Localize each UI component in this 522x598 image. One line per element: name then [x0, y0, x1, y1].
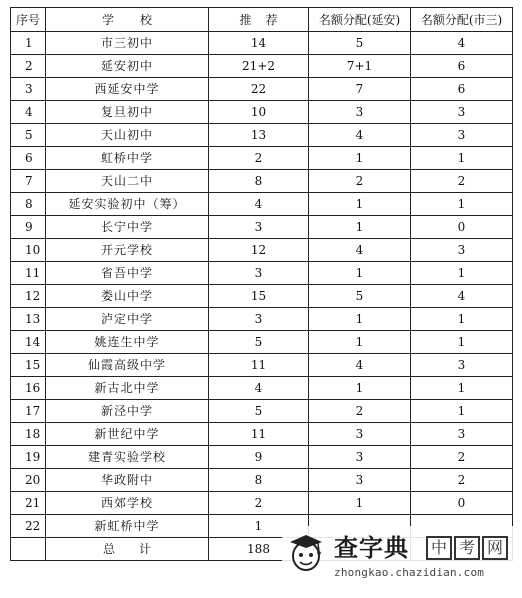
- row-recommend-cell: 4: [209, 377, 309, 400]
- row-quota-yanan-cell: 1: [309, 308, 411, 331]
- row-index-cell: 7: [11, 170, 46, 193]
- table-row: [11, 239, 513, 262]
- row-school-cell: 新世纪中学: [46, 423, 209, 446]
- row-quota-yanan-cell: 5: [309, 285, 411, 308]
- table-row: [11, 55, 513, 78]
- row-recommend-cell: 3: [209, 216, 309, 239]
- row-index-cell: 12: [11, 285, 46, 308]
- row-index-cell: 10: [11, 239, 46, 262]
- row-index-cell: 18: [11, 423, 46, 446]
- table-row: [11, 170, 513, 193]
- table-row: [11, 308, 513, 331]
- row-quota-shisan-cell: 0: [411, 216, 513, 239]
- row-index-cell: 11: [11, 262, 46, 285]
- table-row: [11, 377, 513, 400]
- row-quota-yanan-cell: 3: [309, 101, 411, 124]
- row-quota-yanan-cell: 4: [309, 124, 411, 147]
- row-quota-yanan-cell: 1: [309, 193, 411, 216]
- row-index-cell: 4: [11, 101, 46, 124]
- table-row: [11, 446, 513, 469]
- row-quota-yanan-cell: 1: [309, 147, 411, 170]
- row-quota-shisan-cell: 4: [411, 32, 513, 55]
- row-recommend-cell: 22: [209, 78, 309, 101]
- total-label: 总计: [46, 538, 209, 561]
- total-recommend: 188: [209, 538, 309, 561]
- row-quota-shisan-cell: 4: [411, 285, 513, 308]
- row-quota-yanan-cell: 7+1: [309, 55, 411, 78]
- row-index-cell: 3: [11, 78, 46, 101]
- table-row: [11, 469, 513, 492]
- table-row: [11, 78, 513, 101]
- header-school: 学校: [46, 8, 209, 32]
- row-index-cell: 21: [11, 492, 46, 515]
- watermark-brand: 查字典: [334, 534, 409, 562]
- row-quota-shisan-cell: 2: [411, 469, 513, 492]
- row-quota-yanan-cell: 1: [309, 331, 411, 354]
- row-quota-shisan-cell: 1: [411, 308, 513, 331]
- row-quota-shisan-cell: 3: [411, 124, 513, 147]
- row-quota-yanan-cell: 4: [309, 354, 411, 377]
- row-quota-shisan-cell: 2: [411, 446, 513, 469]
- row-quota-shisan-cell: 3: [411, 354, 513, 377]
- row-index-cell: 22: [11, 515, 46, 538]
- row-school-cell: 市三初中: [46, 32, 209, 55]
- row-school-cell: 开元学校: [46, 239, 209, 262]
- row-school-cell: 虹桥中学: [46, 147, 209, 170]
- row-quota-shisan-cell: 1: [411, 262, 513, 285]
- row-recommend-cell: 8: [209, 170, 309, 193]
- row-school-cell: 长宁中学: [46, 216, 209, 239]
- row-school-cell: 新泾中学: [46, 400, 209, 423]
- row-index-cell: 20: [11, 469, 46, 492]
- row-school-cell: 建青实验学校: [46, 446, 209, 469]
- table-row: [11, 216, 513, 239]
- row-index-cell: 15: [11, 354, 46, 377]
- row-recommend-cell: 8: [209, 469, 309, 492]
- row-quota-shisan-cell: 6: [411, 78, 513, 101]
- row-recommend-cell: 3: [209, 262, 309, 285]
- row-recommend-cell: 10: [209, 101, 309, 124]
- table-body: [11, 32, 513, 538]
- row-school-cell: 西延安中学: [46, 78, 209, 101]
- row-recommend-cell: 11: [209, 423, 309, 446]
- table-row: [11, 423, 513, 446]
- table-row: [11, 285, 513, 308]
- quota-table-container: [10, 7, 512, 561]
- row-school-cell: 复旦初中: [46, 101, 209, 124]
- row-index-cell: 14: [11, 331, 46, 354]
- row-index-cell: 2: [11, 55, 46, 78]
- row-index-cell: 16: [11, 377, 46, 400]
- row-quota-yanan-cell: 1: [309, 377, 411, 400]
- row-school-cell: 娄山中学: [46, 285, 209, 308]
- row-recommend-cell: 11: [209, 354, 309, 377]
- total-index-cell: [11, 538, 46, 561]
- row-index-cell: 6: [11, 147, 46, 170]
- row-school-cell: 姚连生中学: [46, 331, 209, 354]
- row-quota-yanan-cell: 5: [309, 32, 411, 55]
- row-quota-yanan-cell: 4: [309, 239, 411, 262]
- row-school-cell: 新古北中学: [46, 377, 209, 400]
- row-quota-shisan-cell: 1: [411, 377, 513, 400]
- row-quota-shisan-cell: 2: [411, 170, 513, 193]
- row-quota-yanan-cell: 1: [309, 262, 411, 285]
- row-school-cell: 延安初中: [46, 55, 209, 78]
- watermark-domain: zhongkao.chazidian.com: [334, 566, 485, 579]
- row-school-cell: 泸定中学: [46, 308, 209, 331]
- row-school-cell: 天山初中: [46, 124, 209, 147]
- row-quota-yanan-cell: 1: [309, 216, 411, 239]
- row-quota-yanan-cell: 2: [309, 400, 411, 423]
- table-row: [11, 124, 513, 147]
- header-recommend: 推荐: [209, 8, 309, 32]
- row-recommend-cell: 4: [209, 193, 309, 216]
- row-quota-yanan-cell: 2: [309, 170, 411, 193]
- row-quota-yanan-cell: 7: [309, 78, 411, 101]
- table-row: [11, 101, 513, 124]
- table-row: [11, 492, 513, 515]
- row-quota-yanan-cell: 1: [309, 492, 411, 515]
- table-row: [11, 331, 513, 354]
- row-school-cell: 延安实验初中（筹）: [46, 193, 209, 216]
- header-quota-shisan: 名额分配(市三): [411, 8, 513, 32]
- table-row: [11, 354, 513, 377]
- row-recommend-cell: 5: [209, 400, 309, 423]
- row-school-cell: 省吾中学: [46, 262, 209, 285]
- header-quota-yanan: 名额分配(延安): [309, 8, 411, 32]
- row-index-cell: 5: [11, 124, 46, 147]
- row-index-cell: 17: [11, 400, 46, 423]
- row-quota-yanan-cell: 3: [309, 446, 411, 469]
- row-recommend-cell: 9: [209, 446, 309, 469]
- row-school-cell: 华政附中: [46, 469, 209, 492]
- watermark-box-char-3: 网: [482, 536, 508, 560]
- row-recommend-cell: 14: [209, 32, 309, 55]
- row-quota-shisan-cell: 3: [411, 423, 513, 446]
- row-index-cell: 19: [11, 446, 46, 469]
- table-row: [11, 262, 513, 285]
- site-watermark: [282, 526, 520, 596]
- row-recommend-cell: 1: [209, 515, 309, 538]
- row-recommend-cell: 13: [209, 124, 309, 147]
- row-recommend-cell: 2: [209, 147, 309, 170]
- row-school-cell: 西郊学校: [46, 492, 209, 515]
- row-quota-shisan-cell: 3: [411, 101, 513, 124]
- row-quota-shisan-cell: 1: [411, 331, 513, 354]
- row-index-cell: 9: [11, 216, 46, 239]
- graduate-mascot-icon: [288, 530, 324, 574]
- row-recommend-cell: 15: [209, 285, 309, 308]
- row-school-cell: 新虹桥中学: [46, 515, 209, 538]
- row-quota-shisan-cell: 0: [411, 492, 513, 515]
- row-index-cell: 8: [11, 193, 46, 216]
- row-quota-shisan-cell: 6: [411, 55, 513, 78]
- table-row: [11, 32, 513, 55]
- row-recommend-cell: 2: [209, 492, 309, 515]
- row-recommend-cell: 3: [209, 308, 309, 331]
- row-recommend-cell: 12: [209, 239, 309, 262]
- row-quota-shisan-cell: 1: [411, 400, 513, 423]
- row-recommend-cell: 5: [209, 331, 309, 354]
- row-school-cell: 天山二中: [46, 170, 209, 193]
- quota-table: [10, 7, 513, 561]
- table-row: [11, 193, 513, 216]
- table-header-row: [11, 8, 513, 32]
- header-index: 序号: [11, 8, 46, 32]
- watermark-box-char-2: 考: [454, 536, 480, 560]
- row-quota-shisan-cell: 1: [411, 147, 513, 170]
- table-row: [11, 400, 513, 423]
- row-quota-yanan-cell: 3: [309, 423, 411, 446]
- row-school-cell: 仙霞高级中学: [46, 354, 209, 377]
- row-index-cell: 13: [11, 308, 46, 331]
- row-index-cell: 1: [11, 32, 46, 55]
- table-row: [11, 147, 513, 170]
- row-quota-yanan-cell: 3: [309, 469, 411, 492]
- row-quota-shisan-cell: 3: [411, 239, 513, 262]
- watermark-box-char-1: 中: [426, 536, 452, 560]
- row-recommend-cell: 21+2: [209, 55, 309, 78]
- row-quota-shisan-cell: 1: [411, 193, 513, 216]
